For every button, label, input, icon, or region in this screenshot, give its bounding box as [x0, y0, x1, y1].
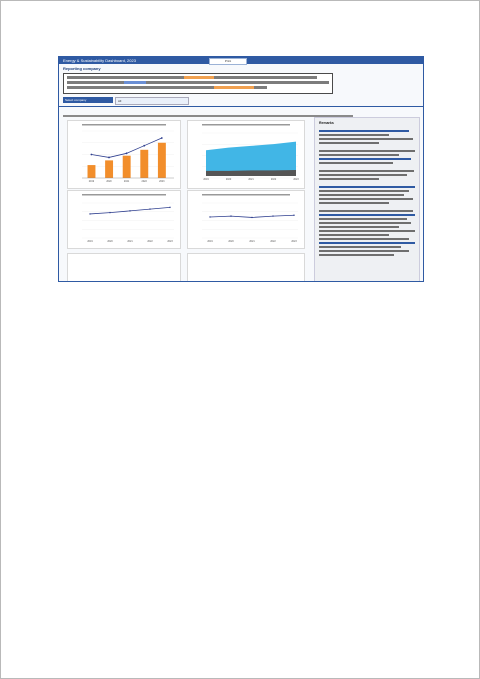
info-highlight: [124, 81, 146, 84]
comment-text-line: [319, 170, 414, 172]
tick-label: 2021: [249, 240, 255, 243]
info-box: [63, 73, 333, 94]
point: [272, 215, 273, 216]
info-line: [67, 81, 329, 84]
comment-text-line: [319, 190, 409, 192]
tick-label: 2023: [159, 180, 165, 183]
tick-label: 2022: [141, 180, 147, 183]
point: [126, 152, 128, 154]
tick-label: 2023: [293, 178, 299, 181]
point: [149, 208, 150, 209]
tick-label: 2023: [167, 240, 173, 243]
comment-text-line: [319, 214, 415, 216]
chart-title-line: [82, 194, 166, 196]
comment-text-line: [319, 226, 399, 228]
comment-text-line: [319, 150, 415, 152]
comment-text-line: [319, 242, 415, 244]
comment-text-line: [319, 210, 413, 212]
tick-label: 2021: [127, 240, 133, 243]
bar: [140, 150, 148, 178]
comment-text-line: [319, 142, 379, 144]
filter-bar: [63, 97, 189, 103]
comment-heading: Remarks: [319, 121, 334, 125]
comment-text-line: [319, 250, 409, 252]
filter-label: Select company: [63, 97, 113, 103]
point: [209, 216, 210, 217]
divider: [59, 106, 423, 107]
info-highlight: [184, 76, 214, 79]
comment-text-line: [319, 178, 379, 180]
subtitle: Reporting company: [63, 66, 101, 71]
comment-text-line: [319, 162, 393, 164]
description-line: [63, 115, 353, 117]
bar: [123, 156, 131, 178]
tick-label: 2021: [248, 178, 254, 181]
comment-text-line: [319, 222, 411, 224]
line-chart: [188, 191, 304, 248]
point: [161, 137, 163, 139]
tick-label: 2022: [270, 240, 276, 243]
point: [293, 215, 294, 216]
chart-title-line: [82, 124, 166, 126]
tick-label: 2019: [88, 180, 95, 183]
comment-text-line: [319, 130, 409, 132]
comment-text-line: [319, 230, 415, 232]
chart-3: [67, 190, 181, 249]
tick-label: 2020: [228, 240, 234, 243]
tick-label: 2019: [207, 240, 213, 243]
comment-text-line: [319, 158, 411, 160]
bar-line-chart: [68, 121, 180, 188]
dashboard-title: Energy & Sustainability Dashboard, 2023: [63, 58, 136, 63]
bar: [105, 160, 113, 178]
comment-text-line: [319, 198, 413, 200]
comment-text-line: [319, 186, 415, 188]
chart-2: [187, 120, 305, 189]
comment-text-line: [319, 234, 389, 236]
comment-text-line: [319, 174, 407, 176]
comment-text-line: [319, 202, 389, 204]
dashboard-sheet: [58, 56, 424, 282]
chart-4: [187, 190, 305, 249]
area-series: [206, 170, 296, 176]
comment-text-line: [319, 246, 401, 248]
point: [129, 210, 130, 211]
chart-5: [67, 253, 181, 282]
print-button[interactable]: Print: [209, 58, 247, 65]
tick-label: 2021: [123, 180, 130, 183]
tick-label: 2023: [291, 240, 297, 243]
comment-text-line: [319, 138, 413, 140]
comment-text-line: [319, 254, 394, 256]
point: [109, 212, 110, 213]
comment-text-line: [319, 194, 404, 196]
chart-title-line: [202, 194, 290, 196]
bar: [88, 165, 96, 178]
filter-select[interactable]: All: [115, 97, 189, 105]
line-chart: [68, 191, 180, 248]
point: [169, 207, 170, 208]
comment-text-line: [319, 154, 399, 156]
info-highlight: [214, 86, 254, 89]
point: [108, 157, 110, 159]
comment-text-line: [319, 238, 409, 240]
tick-label: 2020: [225, 178, 232, 181]
chart-6: [187, 253, 305, 282]
chart-title-line: [202, 124, 290, 126]
comment-text-line: [319, 218, 407, 220]
tick-label: 2020: [107, 240, 113, 243]
chart-1: [67, 120, 181, 189]
point: [89, 213, 90, 214]
comment-panel: [314, 117, 420, 282]
tick-label: 2022: [147, 240, 153, 243]
tick-label: 2019: [203, 178, 209, 181]
tick-label: 2020: [106, 180, 112, 183]
tick-label: 2019: [87, 240, 93, 243]
point: [90, 154, 92, 156]
point: [230, 215, 231, 216]
point: [143, 145, 145, 147]
title-bar: [59, 57, 423, 64]
tick-label: 2022: [270, 178, 277, 181]
point: [251, 217, 252, 218]
bar: [158, 143, 166, 178]
comment-text-line: [319, 134, 389, 136]
area-chart: [188, 121, 304, 188]
